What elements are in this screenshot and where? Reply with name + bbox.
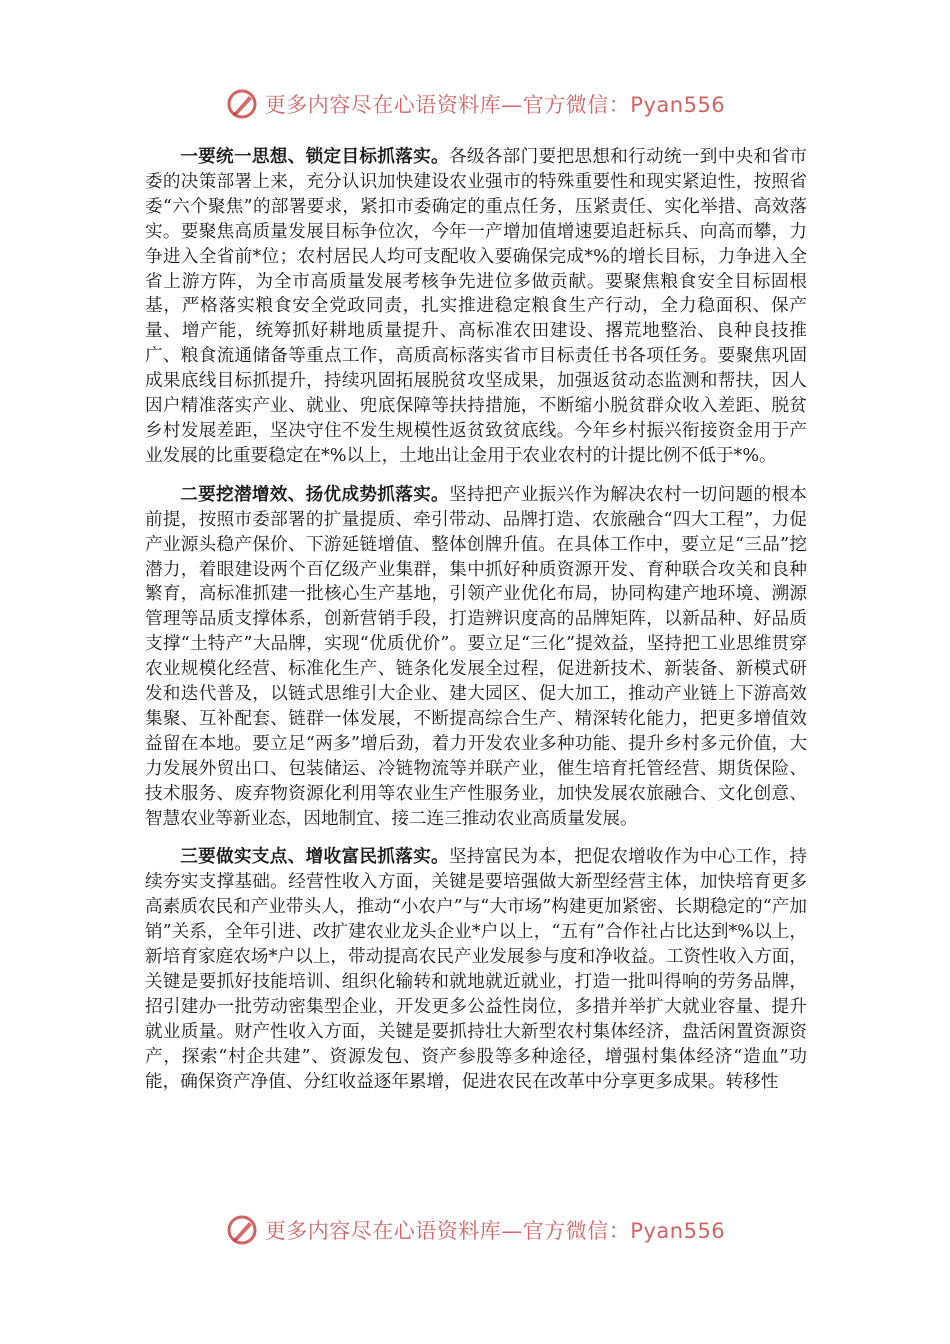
paragraph-lead: 一要统一思想、锁定目标抓落实。 <box>180 146 449 167</box>
paragraph-3 <box>145 845 807 1094</box>
paragraph-2 <box>145 483 807 832</box>
watermark-text: 更多内容尽在心语资料库—官方微信：Pyan556 <box>264 1219 726 1243</box>
paragraph-text: 坚持把产业振兴作为解决农村一切问题的根本前提，按照市委部署的扩量提质、牵引带动、品牌打造、农旅融合“四大工程”，力促产业源头稳产保价、下游延链增值、整体创牌升值。在具体工作中，要立足“三品”挖潜力，着眼建设两个百亿级产业集群，集中抓好种质资源开发、育种联合攻关和良种繁育，高标准抓建一批核心生产基地，引领产业优化布局，协同构建产地环境、溯源管理等品质支撑体系，创新营销手段，打造辨识度高的品牌矩阵，以新品种、好品质支撑“土特产”大品牌，实现“优质优价”。要立足“三化”提效益，坚持把工业思维贯穿农业规模化经营、标准化生产、链条化发展全过程，促进新技术、新装备、新模式研发和迭代普及，以链式思维引大企业、建大园区、促大加工，推动产业链上下游高效集聚、互补配套、链群一体发展，不断提高综合生产、精深转化能力，把更多增值效益留在本地。要立足“两多”增后劲，着力开发农业多种功能、提升乡村多元价值，大力发展外贸出口、包装储运、冷链物流等并联产业，催生培育托管经营、期货保险、技术服务、废弃物资源化利用等农业生产性服务业，加快发展农旅融合、文化创意、智慧农业等新业态，因地制宜、接二连三推动农业高质量发展。 <box>145 484 807 829</box>
watermark-text: 更多内容尽在心语资料库—官方微信：Pyan556 <box>264 93 726 117</box>
paragraph-1 <box>145 145 807 469</box>
watermark-banner-top <box>0 84 950 124</box>
pen-circle-logo-icon <box>225 87 259 121</box>
paragraph-lead: 三要做实支点、增收富民抓落实。 <box>180 846 449 868</box>
paragraph-lead: 二要挖潜增效、扬优成势抓落实。 <box>180 483 449 505</box>
watermark-banner-bottom <box>0 1210 950 1250</box>
paragraph-text: 坚持富民为本，把促农增收作为中心工作，持续夯实支撑基础。经营性收入方面，关键是要培强做大新型经营主体，加快培育更多高素质农民和产业带头人，推动“小农户”与“大市场”构建更加紧密、长期稳定的“产加销”关系，全年引进、改扩建农业龙头企业*户以上，“五有”合作社占比达到*%以上，新培育家庭农场*户以上，带动提高农民产业发展参与度和净收益。工资性收入方面，关键是要抓好技能培训、组织化输转和就地就近就业，打造一批叫得响的劳务品牌，招引建办一批劳动密集型企业，开发更多公益性岗位，多措并举扩大就业容量、提升就业质量。财产性收入方面，关键是要抓持壮大新型农村集体经济，盘活闲置资源资产，探索“村企共建”、资源发包、资产参股等多种途径，增强村集体经济“造血”功能，确保资产净值、分红收益逐年累增，促进农民在改革中分享更多成果。转移性 <box>145 847 807 1092</box>
pen-circle-logo-icon <box>225 1213 259 1247</box>
paragraph-text: 各级各部门要把思想和行动统一到中央和省市委的决策部署上来，充分认识加快建设农业强市的特殊重要性和现实紧迫性，按照省委“六个聚焦”的部署要求，紧扣市委确定的重点任务，压紧责任、实化举措、高效落实。要聚焦高质量发展目标争位次，今年一产增加值增速要追赶标兵、向高而攀，力争进入全省前*位；农村居民人均可支配收入要确保完成*%的增长目标，力争进入全省上游方阵，为全市高质量发展考核争先进位多做贡献。要聚焦粮食安全目标固根基，严格落实粮食安全党政同责，扎实推进稳定粮食生产行动，全力稳面积、保产量、增产能，统筹抓好耕地质量提升、高标准农田建设、撂荒地整治、良种良技推广、粮食流通储备等重点工作，高质高标落实省市目标责任书各项任务。要聚焦巩固成果底线目标抓提升，持续巩固拓展脱贫攻坚成果，加强返贫动态监测和帮扶，因人因户精准落实产业、就业、兜底保障等扶持措施，不断缩小脱贫群众收入差距、脱贫乡村发展差距，坚决守住不发生规模性返贫致贫底线。今年乡村振兴衔接资金用于产业发展的比重要稳定在*%以上，土地出让金用于农业农村的计提比例不低于*%。 <box>145 147 807 466</box>
document-body <box>145 145 807 1109</box>
